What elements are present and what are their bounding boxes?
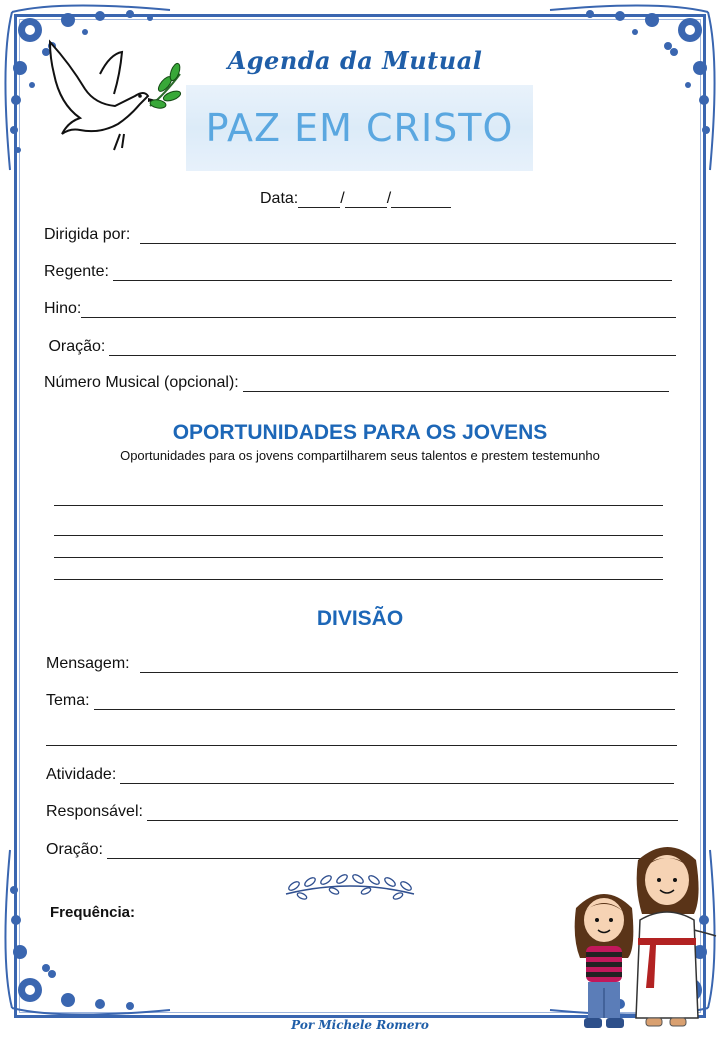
date-year-blank[interactable]: [391, 194, 451, 208]
hino-line[interactable]: [81, 306, 676, 318]
banner-text: PAZ EM CRISTO: [205, 106, 514, 150]
oportunidades-line-4[interactable]: [54, 579, 663, 580]
floral-corner-bottom-left: [0, 840, 180, 1020]
hino-label: Hino:: [44, 300, 82, 317]
date-separator: /: [386, 190, 392, 207]
divisao-title: DIVISÃO: [316, 607, 404, 630]
agenda-script-title: Agenda da Mutual: [227, 46, 483, 75]
tema-label: Tema:: [46, 692, 90, 709]
regente-field[interactable]: [44, 263, 672, 281]
tema-line[interactable]: [94, 698, 675, 710]
paz-em-cristo-banner: [186, 85, 533, 171]
tema-extra-line[interactable]: [46, 745, 677, 746]
responsavel-line[interactable]: [147, 809, 678, 821]
oportunidades-line-3[interactable]: [54, 557, 663, 558]
mensagem-label: Mensagem:: [46, 655, 130, 672]
oportunidades-subtitle: Oportunidades para os jovens compartilharem seus talentos e prestem testemunho: [120, 448, 600, 463]
numero-musical-field[interactable]: [44, 374, 669, 392]
date-field[interactable]: [260, 190, 451, 208]
atividade-field[interactable]: [46, 766, 674, 784]
dirigida-label: Dirigida por:: [44, 226, 131, 243]
oracao-line[interactable]: [109, 344, 676, 356]
date-day-blank[interactable]: [298, 194, 340, 208]
tema-field[interactable]: [46, 692, 675, 710]
frequencia-label: Frequência:: [50, 904, 136, 921]
laurel-divider-icon: [280, 870, 420, 907]
responsavel-label: Responsável:: [46, 803, 143, 820]
date-label: Data:: [260, 190, 299, 207]
responsavel-field[interactable]: [46, 803, 678, 821]
mensagem-field[interactable]: [46, 655, 678, 673]
date-month-blank[interactable]: [345, 194, 387, 208]
regente-label: Regente:: [44, 263, 109, 280]
numero-musical-line[interactable]: [243, 380, 669, 392]
dirigida-line[interactable]: [140, 232, 676, 244]
date-separator: /: [340, 190, 345, 207]
oracao-final-label: Oração:: [46, 841, 103, 858]
oracao-field[interactable]: [44, 338, 676, 356]
dirigida-field[interactable]: [44, 226, 676, 244]
atividade-label: Atividade:: [46, 766, 117, 783]
dove-with-olive-branch-icon: [40, 34, 190, 159]
children-illustration: [570, 838, 720, 1039]
mensagem-line[interactable]: [140, 661, 678, 673]
regente-line[interactable]: [113, 269, 672, 281]
oportunidades-line-1[interactable]: [54, 505, 663, 506]
oracao-label: Oração:: [44, 338, 106, 355]
atividade-line[interactable]: [120, 772, 674, 784]
hino-field[interactable]: [44, 300, 676, 318]
oportunidades-line-2[interactable]: [54, 535, 663, 536]
numero-musical-label: Número Musical (opcional):: [44, 374, 239, 391]
floral-corner-top-right: [540, 0, 720, 180]
author-credit: Por Michele Romero: [291, 1018, 429, 1032]
oportunidades-title: OPORTUNIDADES PARA OS JOVENS: [172, 421, 548, 444]
